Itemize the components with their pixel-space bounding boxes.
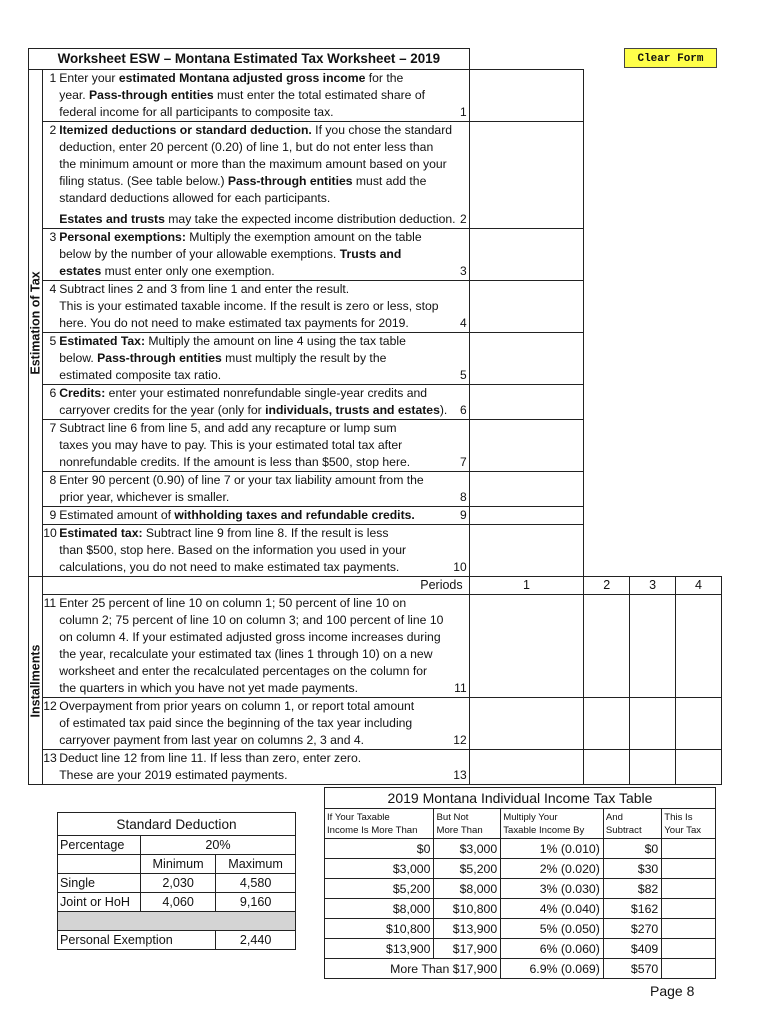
line-number: 7	[49, 421, 57, 435]
description-line	[43, 350, 468, 367]
estimated-tax-worksheet	[28, 48, 722, 785]
line-13-description	[43, 750, 469, 785]
empty-area	[584, 525, 722, 577]
your-tax-field[interactable]	[662, 919, 716, 939]
line-8-description	[43, 472, 469, 507]
empty-area	[584, 333, 722, 385]
line-number: 3	[49, 230, 57, 244]
bracket-over: $13,900	[325, 939, 434, 959]
text-segment: for the	[365, 71, 404, 85]
text-segment: worksheet and enter the recalculated percentages on the column for	[59, 664, 428, 678]
worksheet-line-3	[29, 229, 722, 281]
text-segment: estimated Montana adjusted gross income	[118, 71, 366, 85]
text-segment: Estimated tax:	[59, 526, 143, 540]
description-line	[43, 646, 468, 663]
description-line	[43, 122, 468, 139]
line-13-period-2-field[interactable]	[584, 750, 630, 785]
line-7-description	[43, 420, 469, 472]
text-segment: estimated composite tax ratio.	[59, 368, 222, 382]
line-10-description	[43, 525, 469, 577]
text-segment: Estates and trusts	[59, 212, 165, 226]
text-segment: the minimum amount or more than the maximum amount based on your	[59, 157, 447, 171]
tax-table-header	[662, 809, 716, 839]
text-segment: Personal exemptions:	[59, 230, 186, 244]
text-segment: deduction, enter 20 percent (0.20) of line 1, but do not enter less than	[59, 140, 434, 154]
text-segment: Multiply the amount on line 4 using the tax table	[145, 334, 406, 348]
line-5-description	[43, 333, 469, 385]
line-number-marker: 12	[453, 733, 467, 747]
description-line	[43, 333, 468, 350]
text-segment: must add the	[352, 174, 427, 188]
estimation-label: Estimation of Tax	[28, 271, 43, 375]
tax-table-header	[325, 809, 434, 839]
your-tax-field[interactable]	[662, 859, 716, 879]
tax-table-title: 2019 Montana Individual Income Tax Table	[325, 788, 716, 809]
line-number-marker: 1	[459, 105, 467, 119]
line-11-period-4-field[interactable]	[676, 595, 722, 698]
text-segment: withholding taxes and refundable credits.	[174, 508, 415, 522]
description-line	[43, 612, 468, 629]
bracket-over: $5,200	[325, 879, 434, 899]
empty-area	[584, 70, 722, 122]
filing-status: Single	[58, 874, 141, 893]
text-segment: here. You do not need to make estimated tax payments for 2019.	[59, 316, 409, 330]
description-line	[43, 104, 468, 121]
text-segment: on column 4. If your estimated adjusted gross income increases during	[59, 630, 441, 644]
description-line	[43, 507, 468, 524]
line-10-amount-field[interactable]	[469, 525, 584, 577]
text-segment: federal income for all participants to composite tax.	[59, 105, 334, 119]
worksheet-line-2	[29, 122, 722, 229]
text-segment: ).	[439, 403, 448, 417]
bracket-subtract: $82	[603, 879, 661, 899]
description-line	[43, 542, 468, 559]
text-segment: Itemized deductions or standard deduction.	[59, 123, 312, 137]
description-line	[43, 315, 468, 332]
line-number-marker: 10	[453, 560, 467, 574]
description-line	[43, 472, 468, 489]
bracket-over: More Than $17,900	[325, 959, 501, 979]
your-tax-field[interactable]	[662, 879, 716, 899]
line-number-marker: 8	[459, 490, 467, 504]
empty-area	[584, 385, 722, 420]
line-number: 4	[49, 282, 57, 296]
text-segment: than $500, stop here. Based on the information you used in your	[59, 543, 407, 557]
empty-area	[584, 281, 722, 333]
minimum-header: Minimum	[141, 855, 216, 874]
description-line	[43, 190, 468, 207]
description-line	[43, 385, 468, 402]
percentage-value: 20%	[141, 836, 296, 855]
text-segment: taxes you may have to pay. This is your estimated total tax after	[59, 438, 403, 452]
header-text: If Your Taxable	[327, 811, 390, 823]
bracket-rate: 6% (0.060)	[501, 939, 604, 959]
text-segment: year.	[59, 88, 90, 102]
description-line	[43, 211, 468, 228]
text-segment: Trusts and	[339, 247, 402, 261]
tax-table-header-row	[325, 809, 716, 839]
line-4-amount-field[interactable]	[469, 281, 584, 333]
your-tax-field[interactable]	[662, 959, 716, 979]
text-segment: the quarters in which you have not yet made payments.	[59, 681, 358, 695]
description-line	[43, 229, 468, 246]
worksheet-title: Worksheet ESW – Montana Estimated Tax Worksheet – 2019	[29, 49, 470, 70]
description-line	[43, 629, 468, 646]
your-tax-field[interactable]	[662, 899, 716, 919]
personal-exemption-label: Personal Exemption	[58, 931, 216, 950]
line-number-marker: 3	[459, 264, 467, 278]
description-line	[43, 263, 468, 280]
line-3-description	[43, 229, 469, 281]
bracket-rate: 1% (0.010)	[501, 839, 604, 859]
deduction-maximum: 9,160	[216, 893, 296, 912]
page-number: Page 8	[650, 983, 695, 999]
text-segment: must enter only one exemption.	[101, 264, 275, 278]
maximum-header: Maximum	[216, 855, 296, 874]
bracket-subtract: $0	[603, 839, 661, 859]
bracket-over: $3,000	[325, 859, 434, 879]
description-line	[43, 281, 468, 298]
worksheet-line-4	[29, 281, 722, 333]
description-line	[43, 156, 468, 173]
bracket-subtract: $409	[603, 939, 661, 959]
text-segment: This is your estimated taxable income. If the result is zero or less, stop	[59, 299, 439, 313]
text-segment: If you chose the standard	[311, 123, 453, 137]
text-segment: nonrefundable credits. If the amount is less than $500, stop here.	[59, 455, 411, 469]
period-header: 4	[676, 577, 722, 595]
line-12-period-1-field[interactable]	[469, 698, 584, 750]
text-segment: Subtract lines 2 and 3 from line 1 and enter the result.	[59, 282, 350, 296]
line-4-description	[43, 281, 469, 333]
tax-bracket-row	[325, 899, 716, 919]
line-number-marker: 2	[459, 212, 467, 226]
description-line	[43, 420, 468, 437]
description-line	[43, 698, 468, 715]
line-11-period-2-field[interactable]	[584, 595, 630, 698]
line-11-period-1-field[interactable]	[469, 595, 584, 698]
tax-bracket-row	[325, 939, 716, 959]
standard-deduction-title: Standard Deduction	[58, 813, 296, 836]
line-number-marker: 7	[459, 455, 467, 469]
periods-header-row	[29, 577, 722, 595]
text-segment: Estimated Tax:	[59, 334, 146, 348]
text-segment: Subtract line 9 from line 8. If the result is less	[142, 526, 389, 540]
text-segment: Enter 25 percent of line 10 on column 1; 50 percent of line 10 on	[59, 596, 407, 610]
line-12-period-3-field[interactable]	[630, 698, 676, 750]
line-number: 10	[43, 526, 57, 540]
description-line	[43, 173, 468, 190]
description-line	[43, 750, 468, 767]
bracket-subtract: $570	[603, 959, 661, 979]
text-segment: column 2; 75 percent of line 10 on column 3; and 100 percent of line 10	[59, 613, 444, 627]
filing-status: Joint or HoH	[58, 893, 141, 912]
income-tax-table	[324, 787, 716, 979]
text-segment: Subtract line 6 from line 5, and add any recapture or lump sum	[59, 421, 397, 435]
period-header: 1	[469, 577, 584, 595]
header-text: And	[605, 811, 623, 823]
worksheet-line-1	[29, 70, 722, 122]
text-segment: carryover credits for the year (only for	[59, 403, 266, 417]
description-line	[43, 87, 468, 104]
description-line	[43, 680, 468, 697]
line-12-period-4-field[interactable]	[676, 698, 722, 750]
line-number: 12	[43, 699, 57, 713]
bracket-over: $0	[325, 839, 434, 859]
text-segment: individuals, trusts and estates	[265, 403, 440, 417]
text-segment: These are your 2019 estimated payments.	[59, 768, 288, 782]
line-number-marker: 4	[459, 316, 467, 330]
worksheet-line-12	[29, 698, 722, 750]
bracket-rate: 5% (0.050)	[501, 919, 604, 939]
tax-bracket-row	[325, 879, 716, 899]
line-1-amount-field[interactable]	[469, 70, 584, 122]
bracket-over: $8,000	[325, 899, 434, 919]
description-line	[43, 767, 468, 784]
bracket-not-over: $5,200	[434, 859, 501, 879]
header-text: Income Is More Than	[327, 824, 418, 836]
empty-area	[584, 420, 722, 472]
text-segment: must multiply the result by the	[221, 351, 387, 365]
empty-area	[584, 472, 722, 507]
worksheet-line-11	[29, 595, 722, 698]
bracket-over: $10,800	[325, 919, 434, 939]
period-header: 2	[584, 577, 630, 595]
line-5-amount-field[interactable]	[469, 333, 584, 385]
header-text: This Is	[664, 811, 693, 823]
bracket-rate: 2% (0.020)	[501, 859, 604, 879]
period-header: 3	[630, 577, 676, 595]
description-line	[43, 367, 468, 384]
text-segment: below.	[59, 351, 98, 365]
bracket-not-over: $17,900	[434, 939, 501, 959]
bracket-subtract: $162	[603, 899, 661, 919]
line-7-amount-field[interactable]	[469, 420, 584, 472]
line-1-description	[43, 70, 469, 122]
header-text: More Than	[436, 824, 483, 836]
header-text: But Not	[436, 811, 469, 823]
line-number-marker: 13	[453, 768, 467, 782]
line-number: 2	[49, 123, 57, 137]
description-line	[43, 525, 468, 542]
text-segment: of estimated tax paid since the beginning of the tax year including	[59, 716, 413, 730]
line-number: 11	[43, 596, 57, 610]
tax-table-header	[434, 809, 501, 839]
line-number-marker: 9	[459, 508, 467, 522]
installments-label: Installments	[28, 644, 43, 717]
line-number-marker: 6	[459, 403, 467, 417]
separator-row	[58, 912, 296, 931]
bracket-not-over: $13,900	[434, 919, 501, 939]
description-line	[43, 437, 468, 454]
worksheet-line-6	[29, 385, 722, 420]
description-line	[43, 595, 468, 612]
your-tax-field[interactable]	[662, 939, 716, 959]
line-number-marker: 5	[459, 368, 467, 382]
text-segment: Enter 90 percent (0.90) of line 7 or your tax liability amount from the	[59, 473, 424, 487]
line-number: 8	[49, 473, 57, 487]
line-number-marker: 11	[454, 681, 467, 695]
tax-bracket-row	[325, 919, 716, 939]
empty-area	[584, 507, 722, 525]
bracket-rate: 4% (0.040)	[501, 899, 604, 919]
line-13-period-3-field[interactable]	[630, 750, 676, 785]
deduction-maximum: 4,580	[216, 874, 296, 893]
header-text: Multiply Your	[503, 811, 558, 823]
worksheet-line-8	[29, 472, 722, 507]
text-segment: Enter your	[59, 71, 119, 85]
worksheet-line-9	[29, 507, 722, 525]
deduction-minimum: 2,030	[141, 874, 216, 893]
tax-bracket-row	[325, 959, 716, 979]
description-line	[43, 715, 468, 732]
tax-bracket-row	[325, 839, 716, 859]
text-segment: Overpayment from prior years on column 1, or report total amount	[59, 699, 415, 713]
worksheet-line-13	[29, 750, 722, 785]
text-segment: Estimated amount of	[59, 508, 175, 522]
text-segment: Credits:	[59, 386, 106, 400]
description-line	[43, 246, 468, 263]
text-segment: prior year, whichever is smaller.	[59, 490, 230, 504]
line-13-period-4-field[interactable]	[676, 750, 722, 785]
line-number: 13	[43, 751, 57, 765]
description-line	[43, 559, 468, 576]
installments-section-label	[29, 577, 43, 785]
text-segment: Pass-through entities	[227, 174, 353, 188]
empty-area	[584, 229, 722, 281]
description-line	[43, 732, 468, 749]
empty-cell	[58, 855, 141, 874]
line-9-description	[43, 507, 469, 525]
description-line	[43, 298, 468, 315]
tax-table-header	[603, 809, 661, 839]
worksheet-line-10	[29, 525, 722, 577]
line-6-description	[43, 385, 469, 420]
tax-table-header	[501, 809, 604, 839]
text-segment: Multiply the exemption amount on the table	[185, 230, 422, 244]
bracket-subtract: $30	[603, 859, 661, 879]
line-13-period-1-field[interactable]	[469, 750, 584, 785]
line-11-period-3-field[interactable]	[630, 595, 676, 698]
line-number: 5	[49, 334, 57, 348]
line-11-description	[43, 595, 469, 698]
bracket-rate: 6.9% (0.069)	[501, 959, 604, 979]
description-line	[43, 139, 468, 156]
line-number: 9	[49, 508, 57, 522]
text-segment: Pass-through entities	[97, 351, 222, 365]
bracket-subtract: $270	[603, 919, 661, 939]
line-number: 1	[49, 71, 57, 85]
description-line	[43, 402, 468, 419]
standard-deduction-table	[57, 812, 296, 950]
percentage-label: Percentage	[58, 836, 141, 855]
text-segment: standard deductions allowed for each participants.	[59, 191, 331, 205]
text-segment: must enter the total estimated share of	[213, 88, 425, 102]
personal-exemption-value: 2,440	[216, 931, 296, 950]
text-segment: Deduct line 12 from line 11. If less than zero, enter zero.	[59, 751, 362, 765]
description-line	[43, 454, 468, 471]
header-text: Your Tax	[664, 824, 702, 836]
line-6-amount-field[interactable]	[469, 385, 584, 420]
header-text: Taxable Income By	[503, 824, 585, 836]
text-segment: filing status. (See table below.)	[59, 174, 228, 188]
periods-label: Periods	[43, 577, 469, 595]
line-9-amount-field[interactable]	[469, 507, 584, 525]
line-12-period-2-field[interactable]	[584, 698, 630, 750]
bracket-rate: 3% (0.030)	[501, 879, 604, 899]
description-line	[43, 489, 468, 506]
text-segment: below by the number of your allowable exemptions.	[59, 247, 340, 261]
bracket-not-over: $3,000	[434, 839, 501, 859]
text-segment: enter your estimated nonrefundable single-year credits and	[105, 386, 428, 400]
empty-area	[584, 122, 722, 229]
clear-form-button[interactable]: Clear Form	[624, 48, 717, 68]
line-8-amount-field[interactable]	[469, 472, 584, 507]
line-2-amount-field[interactable]	[469, 122, 584, 229]
text-segment: Pass-through entities	[89, 88, 214, 102]
text-segment: calculations, you do not need to make estimated tax payments.	[59, 560, 400, 574]
line-12-description	[43, 698, 469, 750]
worksheet-line-7	[29, 420, 722, 472]
line-3-amount-field[interactable]	[469, 229, 584, 281]
deduction-minimum: 4,060	[141, 893, 216, 912]
text-segment: may take the expected income distribution deduction.	[164, 212, 456, 226]
text-segment: estates	[59, 264, 102, 278]
worksheet-line-5	[29, 333, 722, 385]
line-2-description	[43, 122, 469, 229]
tax-bracket-row	[325, 859, 716, 879]
description-line	[43, 663, 468, 680]
your-tax-field[interactable]	[662, 839, 716, 859]
bracket-not-over: $8,000	[434, 879, 501, 899]
description-line	[43, 70, 468, 87]
header-text: Subtract	[605, 824, 642, 836]
text-segment: carryover payment from last year on columns 2, 3 and 4.	[59, 733, 365, 747]
line-number: 6	[49, 386, 57, 400]
bracket-not-over: $10,800	[434, 899, 501, 919]
text-segment: the year, recalculate your estimated tax (lines 1 through 10) on a new	[59, 647, 433, 661]
estimation-section-label	[29, 70, 43, 577]
